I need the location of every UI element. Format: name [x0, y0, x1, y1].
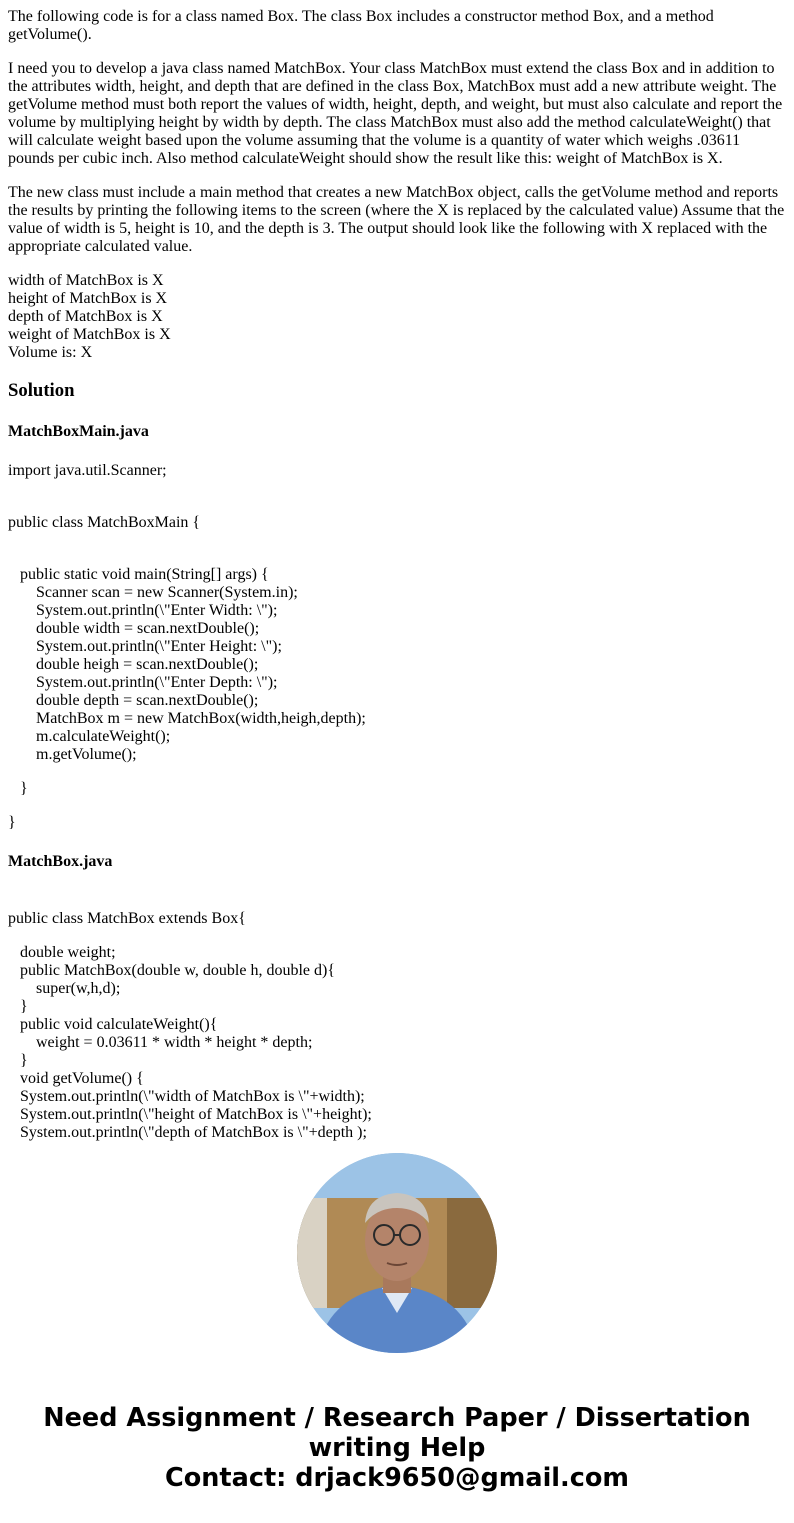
code-line: m.calculateWeight();: [36, 728, 171, 745]
output-line: weight of MatchBox is X: [8, 326, 171, 343]
code-line: double width = scan.nextDouble();: [36, 620, 260, 637]
blank-line: [8, 892, 786, 910]
code-line: System.out.println(\"Enter Width: \");: [36, 602, 278, 619]
code-line: }: [20, 998, 28, 1015]
code-line: double depth = scan.nextDouble();: [36, 692, 259, 709]
code-line: }: [20, 1052, 28, 1069]
expected-output: [8, 272, 786, 362]
code-line: public MatchBox(double w, double h, double d){: [20, 962, 336, 979]
code-line: public class MatchBox extends Box{: [8, 910, 246, 927]
code-line: System.out.println(\"depth of MatchBox is \"+depth );: [20, 1124, 367, 1141]
code-line: double heigh = scan.nextDouble();: [36, 656, 259, 673]
code-line: }: [20, 780, 28, 797]
footer-line: writing Help: [308, 1433, 486, 1463]
code-line: System.out.println(\"Enter Depth: \");: [36, 674, 278, 691]
code-block: [8, 566, 786, 764]
code-line: System.out.println(\"Enter Height: \");: [36, 638, 282, 655]
output-line: height of MatchBox is X: [8, 290, 168, 307]
blank-line: [8, 480, 786, 498]
code-block: [8, 514, 786, 550]
code-block: [8, 462, 786, 498]
output-line: depth of MatchBox is X: [8, 308, 163, 325]
code-line: void getVolume() {: [20, 1070, 144, 1087]
code-line: public void calculateWeight(){: [20, 1016, 218, 1033]
file-heading-matchboxmain: MatchBoxMain.java: [8, 423, 149, 440]
main-method-paragraph: The new class must include a main method that creates a new MatchBox object, calls the getVolume method and reports the results by printing the following items to the screen (where the X is replaced by the calculated value) Assume that the value of width is 5, height is 10, and the depth is 3. The output should look like the following with X replaced with the appropriate calculated value.: [8, 184, 785, 255]
code-line: public class MatchBoxMain {: [8, 514, 201, 531]
code-line: MatchBox m = new MatchBox(width,heigh,depth);: [36, 710, 366, 727]
file-heading-matchbox: MatchBox.java: [8, 853, 113, 870]
output-line: Volume is: X: [8, 344, 93, 361]
document-content: [8, 0, 786, 1142]
portrait-image: [297, 1153, 497, 1353]
output-line: width of MatchBox is X: [8, 272, 164, 289]
code-line: weight = 0.03611 * width * height * depth;: [36, 1034, 313, 1051]
code-block: [8, 944, 786, 1142]
code-block: [8, 780, 786, 798]
footer-line: Need Assignment / Research Paper / Dissertation: [43, 1403, 751, 1433]
solution-heading: Solution: [8, 380, 75, 401]
code-line: Scanner scan = new Scanner(System.in);: [36, 584, 298, 601]
code-line: }: [8, 814, 16, 831]
code-line: double weight;: [20, 944, 116, 961]
code-line: import java.util.Scanner;: [8, 462, 167, 479]
footer-contact: Contact: drjack9650@gmail.com: [165, 1463, 629, 1493]
code-block: [8, 892, 786, 928]
code-line: public static void main(String[] args) {: [20, 566, 269, 583]
code-line: m.getVolume();: [36, 746, 137, 763]
code-block: [8, 814, 786, 832]
requirements-paragraph: I need you to develop a java class named MatchBox. Your class MatchBox must extend the class Box and in addition to the attributes width, height, and depth that are defined in the class Box, MatchBox must add a new attribute weight. The getVolume method must both report the values of width, height, depth, and weight, but must also calculate and report the volume by multiplying height by width by depth. The class MatchBox must also add the method calculateWeight() that will calculate weight based upon the volume assuming that the volume is a quantity of water which weighs .03611 pounds per cubic inch. Also method calculateWeight should show the result like this: weight of MatchBox is X.: [8, 60, 783, 167]
code-line: System.out.println(\"height of MatchBox is \"+height);: [20, 1106, 372, 1123]
contact-footer: [0, 1403, 794, 1493]
code-line: super(w,h,d);: [36, 980, 121, 997]
blank-line: [8, 532, 786, 550]
intro-paragraph: The following code is for a class named Box. The class Box includes a constructor method Box, and a method getVolume().: [8, 8, 714, 43]
author-photo: [297, 1153, 497, 1353]
code-line: System.out.println(\"width of MatchBox is \"+width);: [20, 1088, 365, 1105]
